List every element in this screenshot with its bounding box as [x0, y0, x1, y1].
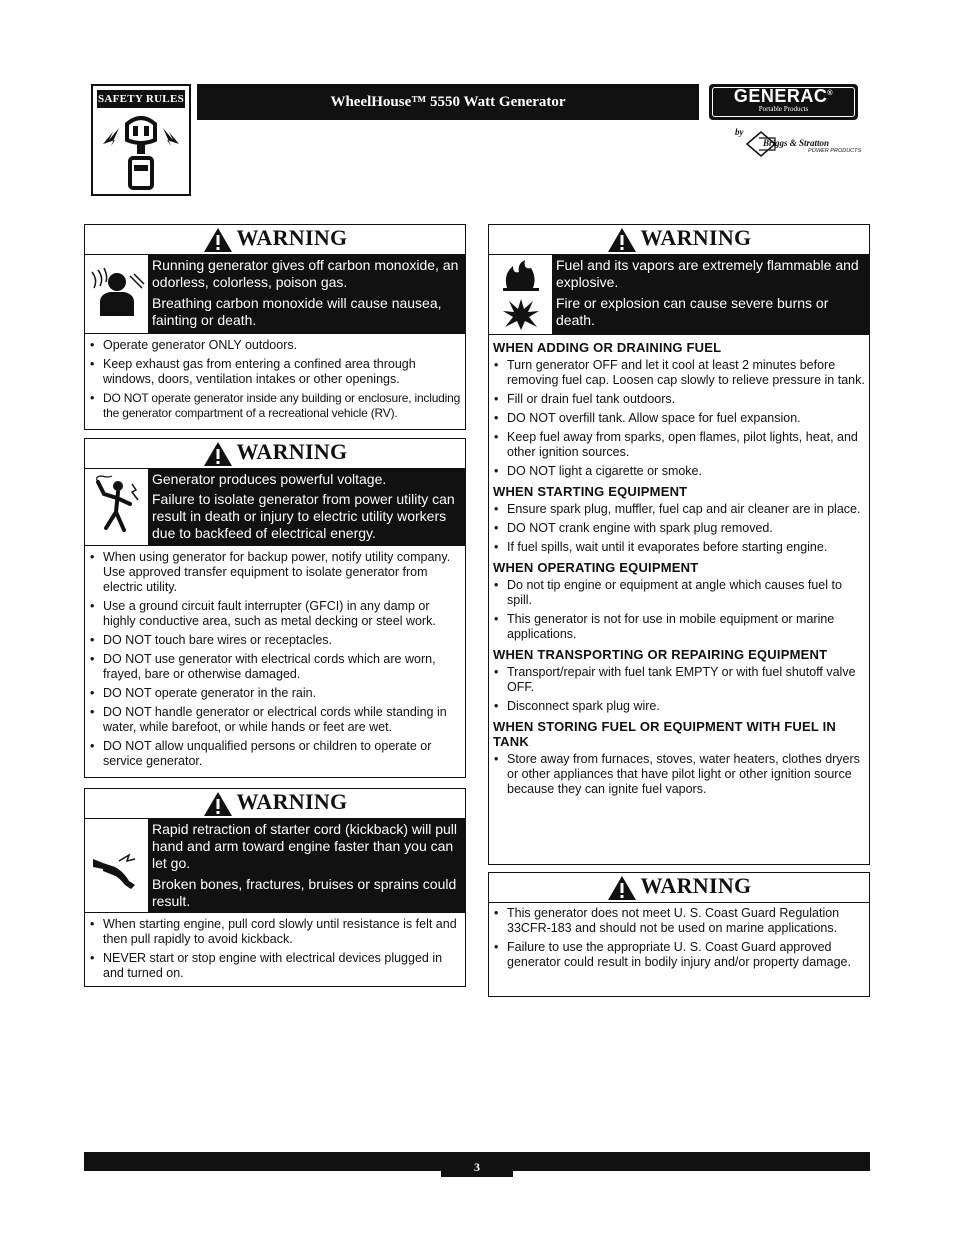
list-item: • DO NOT overfill tank. Allow space for fuel expansion.	[494, 411, 801, 425]
list-item: • Do not tip engine or equipment at angle which causes fuel to spill.	[494, 578, 842, 607]
warning-header	[85, 225, 465, 255]
hazard-panel	[489, 255, 869, 335]
generac-logo	[709, 84, 858, 120]
list-item: • Failure to use the appropriate U. S. Coast Guard approved generator could result in bodily injury and/or property damage.	[494, 940, 851, 969]
safety-rules-logo	[91, 84, 191, 196]
list-item: • When starting engine, pull cord slowly until resistance is felt and then pull rapidly to avoid kickback.	[90, 917, 457, 946]
partner-subtitle: POWER PRODUCTS	[808, 148, 862, 154]
warning-title: WARNING	[236, 224, 348, 250]
section-heading: WHEN ADDING OR DRAINING FUEL	[493, 340, 722, 355]
hazard-panel	[85, 255, 465, 334]
page-number: 3	[441, 1152, 513, 1177]
registered-mark: ®	[827, 90, 834, 97]
brand-name: GENERAC	[733, 86, 828, 106]
warning-triangle-icon	[203, 227, 233, 253]
hazard-text: Failure to isolate generator from power utility can result in death or injury to electric utility workers due to backfeed of electrical energy.	[152, 491, 455, 541]
list-item: • Turn generator OFF and let it cool at least 2 minutes before removing fuel cap. Loosen cap slowly to relieve pressure in tank.	[494, 358, 865, 387]
list-item: • NEVER start or stop engine with electrical devices plugged in and turned on.	[90, 951, 443, 980]
list-item: • DO NOT handle generator or electrical cords while standing in water, while barefoot, or while hands or feet are wet.	[90, 705, 447, 734]
list-item: • This generator is not for use in mobile equipment or marine applications.	[494, 612, 835, 641]
plug-shock-icon	[97, 110, 185, 194]
electric-shock-person-icon	[92, 474, 142, 540]
list-item: • Keep fuel away from sparks, open flames, pilot lights, heat, and other ignition sources.	[494, 430, 858, 459]
hazard-text: Rapid retraction of starter cord (kickback) will pull hand and arm toward engine faster than you can let go.	[152, 821, 457, 871]
warning-triangle-icon	[203, 791, 233, 817]
list-item: • Disconnect spark plug wire.	[494, 699, 660, 713]
list-item: • When using generator for backup power, notify utility company. Use approved transfer equipment to isolate generator from electric utility.	[90, 550, 451, 594]
warning-triangle-icon	[607, 875, 637, 901]
list-item: • DO NOT allow unqualified persons or children to operate or service generator.	[90, 739, 432, 768]
list-item: • DO NOT use generator with electrical cords which are worn, frayed, bare or otherwise damaged.	[90, 652, 436, 681]
section-heading: WHEN STARTING EQUIPMENT	[493, 484, 688, 499]
list-item: • Store away from furnaces, stoves, water heaters, clothes dryers or other appliances that have pilot light or other ignition source because they can ignite fuel vapors.	[494, 752, 860, 796]
warning-box-voltage	[84, 438, 466, 778]
list-item: • DO NOT light a cigarette or smoke.	[494, 464, 702, 478]
list-item: • DO NOT operate generator inside any building or enclosure, including the generator compartment of a recreational vehicle (RV).	[90, 391, 461, 420]
kickback-hand-icon	[89, 841, 145, 891]
list-item: • If fuel spills, wait until it evaporates before starting engine.	[494, 540, 828, 554]
warning-title: WARNING	[236, 788, 348, 814]
hazard-text: Fire or explosion can cause severe burns or death.	[556, 295, 829, 328]
list-item: • Ensure spark plug, muffler, fuel cap and air cleaner are in place.	[494, 502, 861, 516]
hazard-text: Breathing carbon monoxide will cause nausea, fainting or death.	[152, 295, 442, 328]
briggs-stratton-logo	[745, 130, 862, 160]
list-item: • Use a ground circuit fault interrupter (GFCI) in any damp or highly conductive area, such as metal decking or steel work.	[90, 599, 436, 628]
hazard-text: Fuel and its vapors are extremely flammable and explosive.	[556, 257, 859, 290]
warning-box-carbon-monoxide	[84, 224, 466, 430]
section-heading: WHEN TRANSPORTING OR REPAIRING EQUIPMENT	[493, 647, 828, 662]
warning-box-kickback	[84, 788, 466, 987]
warning-box-fuel	[488, 224, 870, 865]
hazard-panel	[85, 819, 465, 913]
hazard-text: Running generator gives off carbon monoxide, an odorless, colorless, poison gas.	[152, 257, 459, 290]
warning-header	[489, 225, 869, 255]
warning-triangle-icon	[607, 227, 637, 253]
safety-rules-badge: SAFETY RULES	[97, 90, 185, 108]
hazard-text: Broken bones, fractures, bruises or sprains could result.	[152, 876, 457, 909]
brand-subtitle: Portable Products	[758, 105, 809, 113]
flame-icon	[501, 258, 541, 292]
list-item: • This generator does not meet U. S. Coast Guard Regulation 33CFR-183 and should not be used on marine applications.	[494, 906, 840, 935]
warning-triangle-icon	[203, 441, 233, 467]
document-title: WheelHouse™ 5550 Watt Generator	[197, 84, 699, 120]
list-item: • Transport/repair with fuel tank EMPTY or with fuel shutoff valve OFF.	[494, 665, 856, 694]
warning-title: WARNING	[640, 224, 752, 250]
list-item: • Operate generator ONLY outdoors.	[90, 338, 298, 352]
section-heading: WHEN OPERATING EQUIPMENT	[493, 560, 699, 575]
warning-title: WARNING	[640, 872, 752, 898]
warning-header	[85, 439, 465, 469]
list-item: • DO NOT touch bare wires or receptacles.	[90, 633, 333, 647]
brand-by: by	[735, 127, 744, 137]
partner-name: Briggs & Stratton	[763, 138, 830, 148]
section-heading: WHEN STORING FUEL OR EQUIPMENT WITH FUEL IN TANK	[493, 719, 836, 749]
hazard-panel	[85, 469, 465, 546]
list-item: • DO NOT operate generator in the rain.	[90, 686, 317, 700]
warning-header	[489, 873, 869, 903]
list-item: • DO NOT crank engine with spark plug removed.	[494, 521, 773, 535]
warning-title: WARNING	[236, 438, 348, 464]
warning-box-coast-guard	[488, 872, 870, 997]
warning-header	[85, 789, 465, 819]
explosion-icon	[501, 297, 541, 331]
hazard-text: Generator produces powerful voltage.	[152, 471, 387, 487]
toxic-fumes-icon	[88, 266, 146, 322]
list-item: • Keep exhaust gas from entering a confined area through windows, doors, ventilation intakes or other openings.	[90, 357, 416, 386]
list-item: • Fill or drain fuel tank outdoors.	[494, 392, 676, 406]
